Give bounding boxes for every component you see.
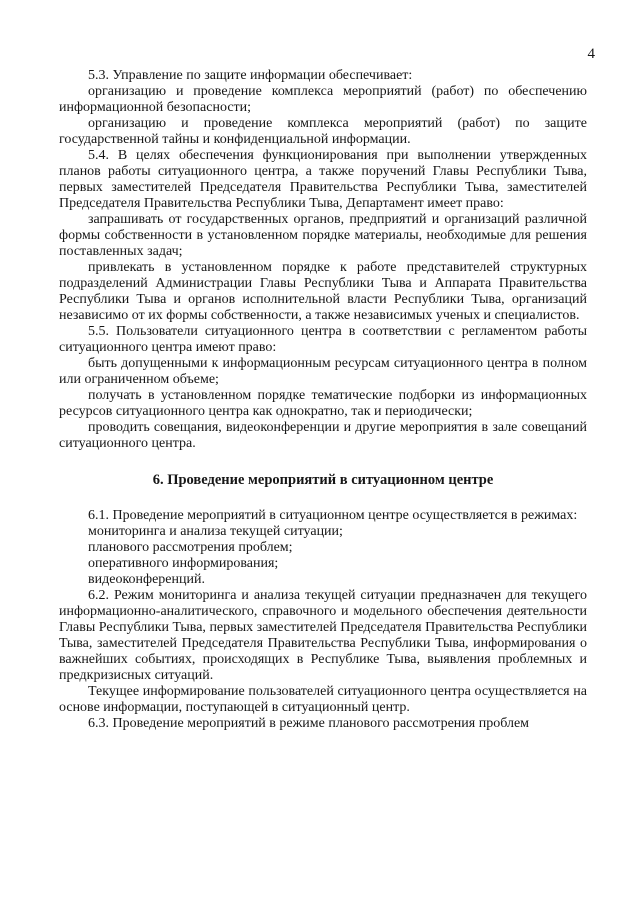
page-number: 4 [587, 46, 595, 62]
paragraph-5-5-item-1: быть допущенными к информационным ресурсам ситуационного центра в полном или ограниченном объеме; [59, 356, 587, 387]
paragraph-5-5: 5.5. Пользователи ситуационного центра в соответствии с регламентом работы ситуационного центра имеют право: [59, 324, 587, 355]
paragraph-6-3: 6.3. Проведение мероприятий в режиме планового рассмотрения проблем [88, 716, 530, 731]
paragraph-5-3: 5.3. Управление по защите информации обеспечивает: [88, 68, 413, 83]
paragraph-6-1-item-3: оперативного информирования; [88, 556, 279, 571]
paragraph-6-1-item-1: мониторинга и анализа текущей ситуации; [88, 524, 343, 539]
paragraph-5-4-item-1: запрашивать от государственных органов, предприятий и организаций различной формы собственности в установленном порядке материалы, необходимые для решения поставленных задач; [59, 212, 587, 259]
paragraph-5-4: 5.4. В целях обеспечения функционирования при выполнении утвержденных планов работы ситуационного центра, а также поручений Главы Республики Тыва, первых заместителей Председателя Правительства Республики Тыва, заместителей Председателя Правительства Республики Тыва, Департамент имеет право: [59, 148, 587, 211]
paragraph-6-1-item-2: планового рассмотрения проблем; [88, 540, 293, 555]
paragraph-6-2: 6.2. Режим мониторинга и анализа текущей ситуации предназначен для текущего информационно-аналитического, справочного и модельного обеспечения деятельности Главы Республики Тыва, первых заместителей Председателя Правительства Республики Тыва, заместителей Председателя Правительства Республики Тыва, информирования о важнейших событиях, происходящих в Республике Тыва, выявления проблемных и предкризисных ситуаций. [59, 588, 587, 683]
paragraph-5-5-item-3: проводить совещания, видеоконференции и другие мероприятия в зале совещаний ситуационного центра. [59, 420, 587, 451]
paragraph-5-3-item-1: организацию и проведение комплекса мероприятий (работ) по обеспечению информационной безопасности; [59, 84, 587, 115]
paragraph-6-1: 6.1. Проведение мероприятий в ситуационном центре осуществляется в режимах: [88, 508, 578, 523]
paragraph-5-4-item-2: привлекать в установленном порядке к работе представителей структурных подразделений Администрации Главы Республики Тыва и Аппарата Правительства Республики Тыва и органов исполнительной власти Республики Тыва, организаций независимо от их формы собственности, а также независимых ученых и специалистов. [59, 260, 587, 323]
paragraph-6-1-item-4: видеоконференций. [88, 572, 205, 587]
section-heading: 6. Проведение мероприятий в ситуационном центре [152, 472, 494, 488]
paragraph-5-5-item-2: получать в установленном порядке тематические подборки из информационных ресурсов ситуационного центра как однократно, так и периодически; [59, 388, 587, 419]
paragraph-6-2-continued: Текущее информирование пользователей ситуационного центра осуществляется на основе информации, поступающей в ситуационный центр. [59, 684, 587, 715]
document-body [59, 68, 587, 732]
paragraph-5-3-item-2: организацию и проведение комплекса мероприятий (работ) по защите государственной тайны и конфиденциальной информации. [59, 116, 587, 147]
